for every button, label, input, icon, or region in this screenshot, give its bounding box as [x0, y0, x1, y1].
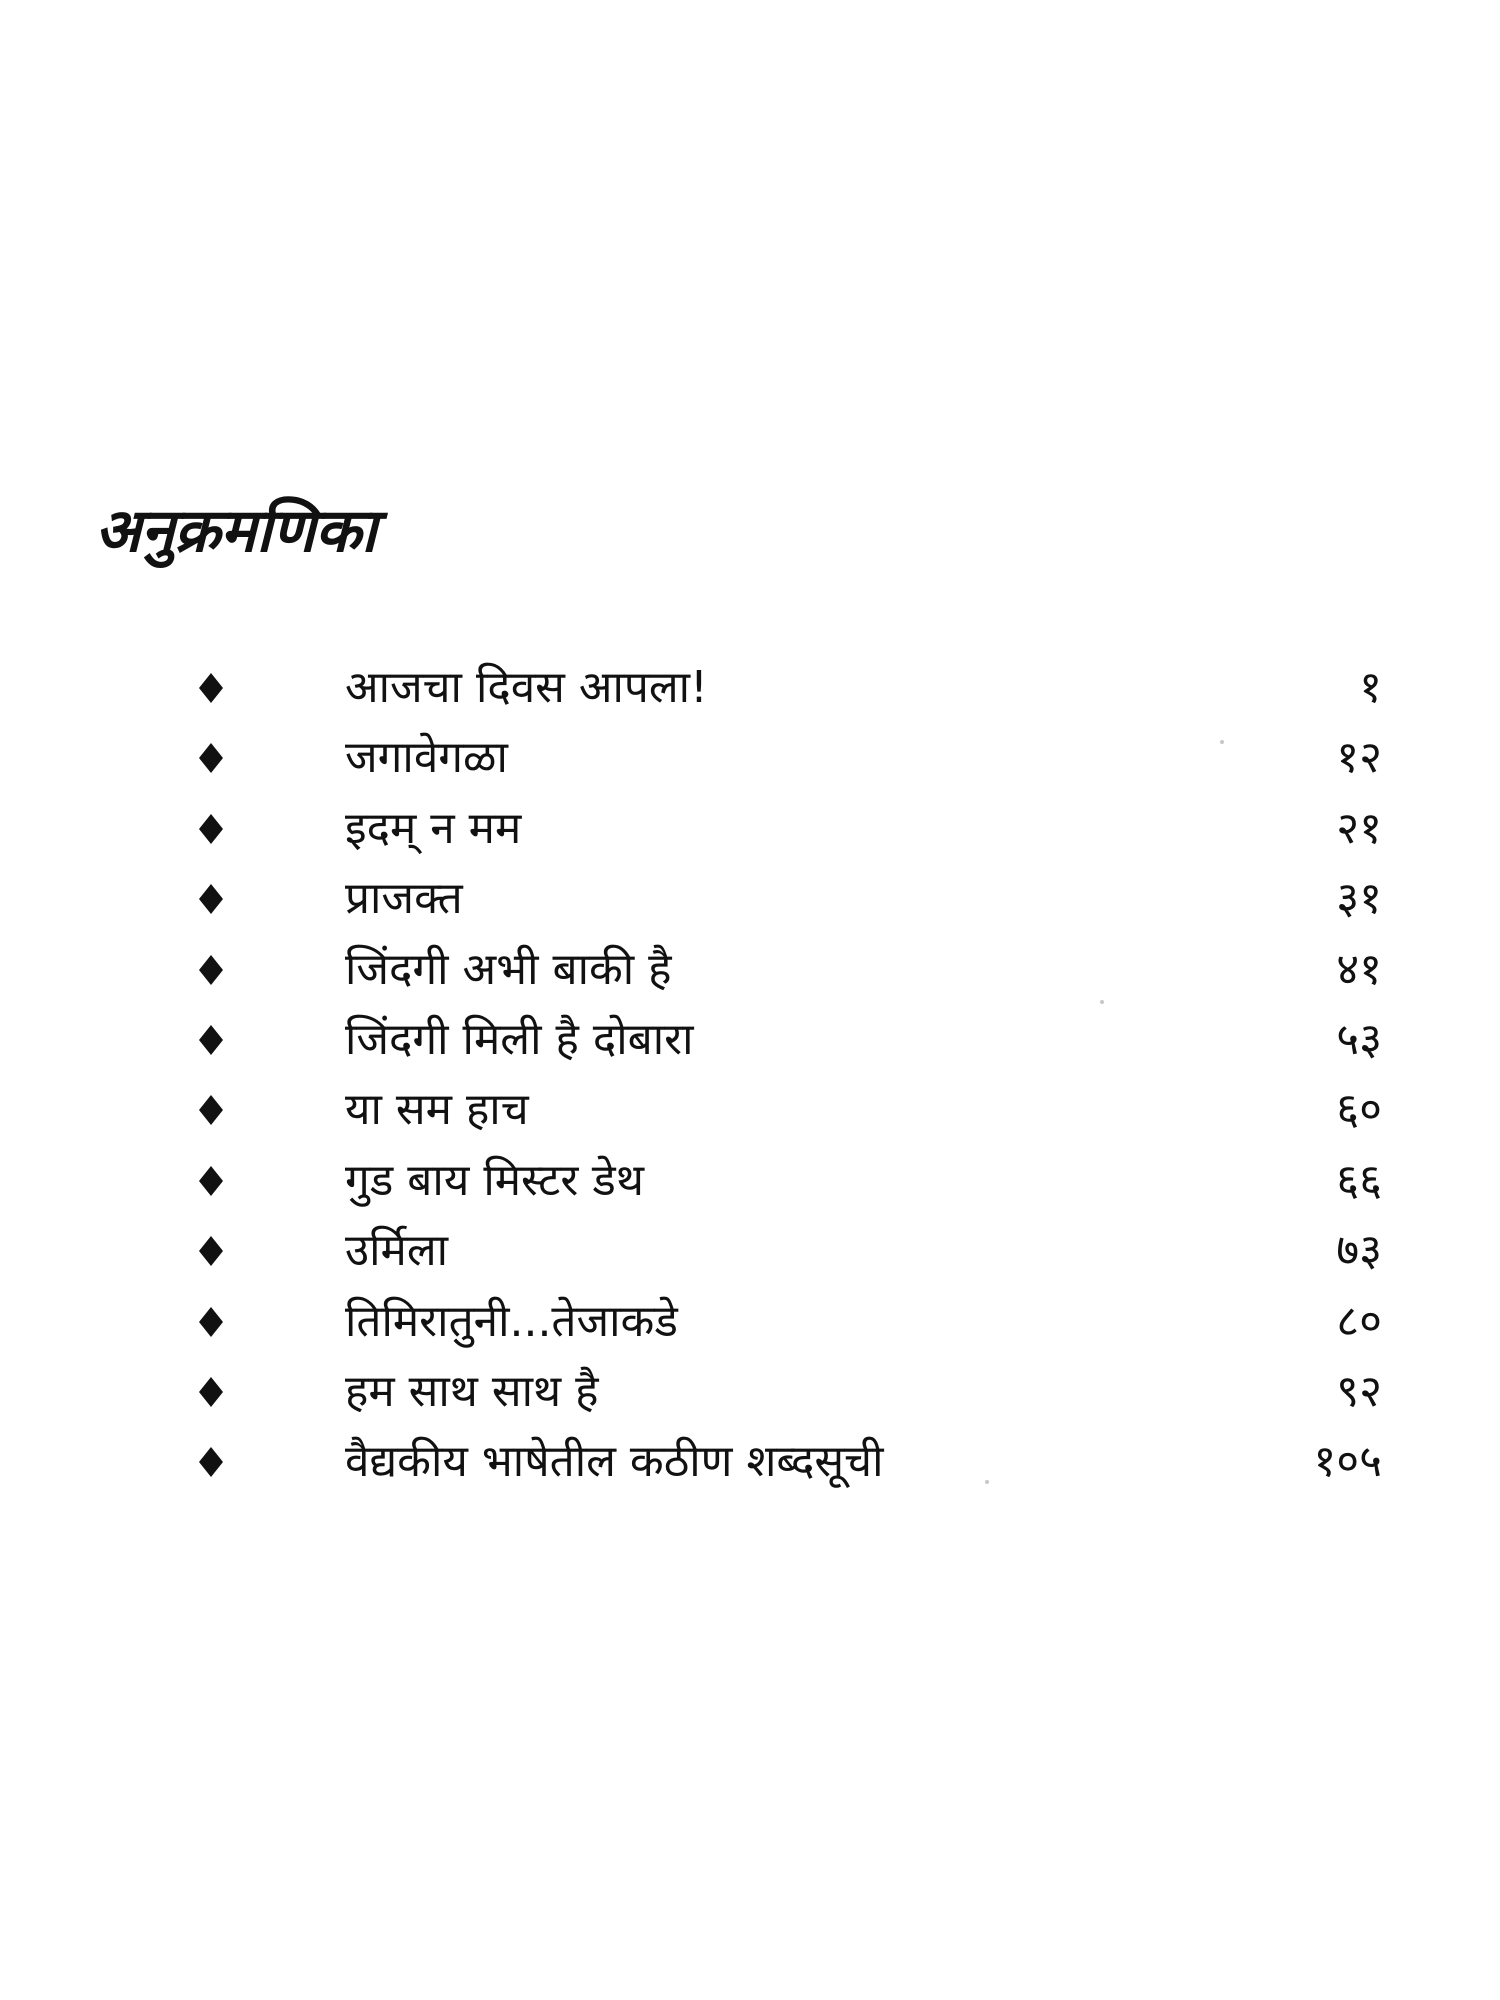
toc-entry — [0, 1007, 1500, 1077]
toc-entry-page-number: ८० — [1336, 1295, 1382, 1347]
diamond-bullet-icon — [196, 1236, 226, 1266]
toc-entry-page-number: १२ — [1336, 732, 1382, 784]
toc-entry-page-number: १ — [1359, 662, 1382, 713]
toc-entry-title: जिंदगी अभी बाकी है — [345, 943, 672, 995]
diamond-bullet-icon — [196, 1166, 226, 1196]
toc-entry — [0, 937, 1500, 1007]
toc-entry — [0, 866, 1500, 936]
diamond-bullet-icon — [196, 884, 226, 914]
diamond-bullet-icon — [196, 1447, 226, 1477]
toc-entry-title: आजचा दिवस आपला! — [345, 662, 708, 713]
toc-entry — [0, 725, 1500, 795]
diamond-bullet-icon — [196, 1025, 226, 1055]
toc-entry-page-number: ६० — [1336, 1084, 1382, 1136]
toc-entry-title: या सम हाच — [345, 1084, 529, 1136]
diamond-bullet-icon — [196, 673, 226, 703]
toc-entry-title: तिमिरातुनी...तेजाकडे — [345, 1295, 678, 1347]
toc-entry — [0, 1218, 1500, 1288]
toc-entry-page-number: ५३ — [1336, 1013, 1382, 1065]
toc-entry — [0, 1289, 1500, 1359]
toc-entry — [0, 655, 1500, 725]
table-of-contents — [0, 655, 1500, 1500]
diamond-bullet-icon — [196, 1307, 226, 1337]
toc-entry-page-number: ४१ — [1336, 943, 1382, 995]
toc-entry — [0, 1359, 1500, 1429]
toc-entry-page-number: १०५ — [1313, 1436, 1382, 1488]
toc-entry-title: उर्मिला — [345, 1225, 449, 1277]
diamond-bullet-icon — [196, 743, 226, 773]
toc-entry-page-number: ७३ — [1336, 1225, 1382, 1277]
toc-entry-title: इदम् न मम — [345, 802, 522, 854]
toc-entry-title: प्राजक्त — [345, 873, 463, 925]
toc-entry-page-number: ३१ — [1336, 873, 1382, 925]
diamond-bullet-icon — [196, 1095, 226, 1125]
toc-entry-title: जिंदगी मिली है दोबारा — [345, 1013, 694, 1065]
toc-entry — [0, 1148, 1500, 1218]
toc-entry-title: जगावेगळा — [345, 732, 508, 784]
toc-entry — [0, 1429, 1500, 1499]
diamond-bullet-icon — [196, 1377, 226, 1407]
toc-entry — [0, 796, 1500, 866]
toc-entry-page-number: २१ — [1336, 802, 1382, 854]
page-title: अनुक्रमणिका — [95, 496, 377, 566]
toc-entry-title: वैद्यकीय भाषेतील कठीण शब्दसूची — [345, 1436, 884, 1488]
paper-speck — [985, 1480, 989, 1484]
paper-speck — [1100, 1000, 1104, 1004]
diamond-bullet-icon — [196, 955, 226, 985]
toc-entry — [0, 1077, 1500, 1147]
toc-entry-title: गुड बाय मिस्टर डेथ — [345, 1154, 644, 1206]
diamond-bullet-icon — [196, 814, 226, 844]
toc-entry-page-number: ९२ — [1336, 1365, 1382, 1417]
toc-entry-page-number: ६६ — [1336, 1154, 1382, 1206]
toc-entry-title: हम साथ साथ है — [345, 1365, 599, 1417]
paper-speck — [1220, 740, 1224, 744]
